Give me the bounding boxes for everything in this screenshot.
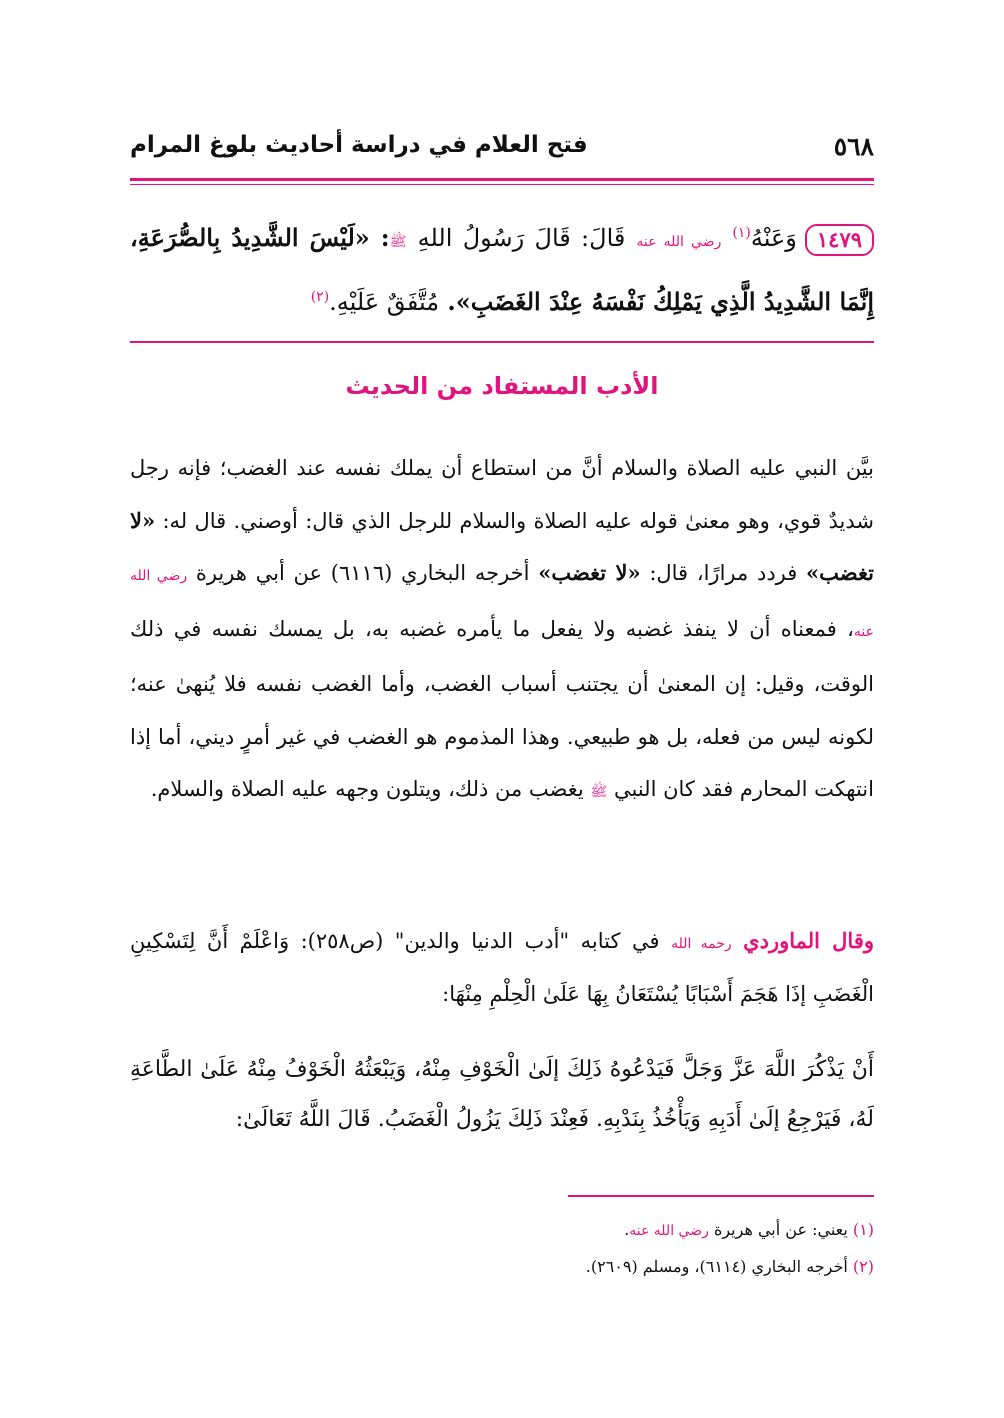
para1-text-1: بيَّن النبي عليه الصلاة والسلام أنَّ من استطاع أن يملك نفسه عند الغضب؛ فإنه رجل شديدٌ قوي، وهو معنىٰ قوله عليه الصلاة والسلام للرجل الذي قال: أوصني. قال له: (130, 456, 874, 533)
section-title: الأدب المستفاد من الحديث (345, 372, 659, 400)
footnote-ref-1[interactable]: (١) (732, 225, 751, 241)
footnote-2 (130, 1249, 874, 1285)
running-header (130, 128, 874, 168)
hadith-text (130, 206, 874, 330)
honorific-ra: رضي الله عنه (636, 234, 722, 250)
para1-text-4: ، فمعناه أن لا ينفذ غضبه ولا يفعل ما يأمره غضبه به، بل يمسك نفسه في ذلك الوقت، وقيل: إن المعنىٰ أن يجتنب أسباب الغضب، وأما الغضب نفسه فلا يُنهىٰ عنه؛ لكونه ليس من فعله، بل هو طبيعي. وهذا المذموم هو الغضب في غير أمرٍ ديني، أما إذا انتهكت المحارم فقد كان النبي (130, 616, 874, 801)
honorific-saw: ﷺ (590, 784, 608, 800)
para2-text: في كتابه "أدب الدنيا والدين" (ص٢٥٨): وَاعْلَمْ أَنَّ لِتَسْكِينِ الْغَضَبِ إذَا هَجَمَ أَسْبَابًا يُسْتَعَانُ بِهَا عَلَىٰ الْحِلْمِ مِنْهَا: (130, 929, 874, 1006)
hadith-qala: قَالَ: قَالَ رَسُولُ اللهِ (417, 224, 626, 252)
footnote-tail: . (624, 1220, 630, 1239)
paragraph-1 (130, 442, 874, 819)
honorific-rahimahullah: رحمه الله (671, 936, 732, 952)
footnote-number: (٢) (852, 1257, 874, 1276)
scholar-name: وقال الماوردي (743, 928, 874, 953)
footnote-ref-2[interactable]: (٢) (310, 289, 330, 305)
footnote-text: يعني: عن أبي هريرة (708, 1220, 853, 1239)
header-rule (130, 178, 874, 181)
footnote-1 (130, 1212, 874, 1249)
book-title: فتح العلام في دراسة أحاديث بلوغ المرام (130, 132, 588, 158)
footnote-text: أخرجه البخاري (٦١١٤)، ومسلم (٢٦٠٩). (585, 1257, 853, 1276)
quote-la-taghdab-1: «لا تغضب» (130, 507, 874, 585)
quote-la-taghdab-2: «لا تغضب» (538, 560, 641, 585)
hadith-number-badge: ١٤٧٩ (805, 224, 874, 256)
footnote-rule (568, 1195, 874, 1197)
paragraph-3: أَنْ يَذْكُرَ اللَّهَ عَزَّ وَجَلَّ فَيَدْعُوهُ ذَلِكَ إلَىٰ الْخَوْفِ مِنْهُ، وَيَبْعَثُهُ الْخَوْفُ مِنْهُ عَلَىٰ الطَّاعَةِ لَهُ، فَيَرْجِعُ إلَىٰ أَدَبِهِ وَيَأْخُذُ بِنَدْبِهِ. فَعِنْدَ ذَلِكَ يَزُولُ الْغَضَبُ. قَالَ اللَّهُ تَعَالَىٰ: (130, 1057, 874, 1132)
paragraph-2 (130, 916, 874, 1019)
honorific-ra: رضي الله عنه (130, 568, 874, 640)
hadith-source: مُتَّفَقٌ عَلَيْهِ. (329, 288, 440, 316)
footnote-number: (١) (852, 1220, 874, 1239)
hadith-intro: وَعَنْهُ (750, 224, 797, 252)
para1-text-2: فردد مرارًا، قال: (640, 561, 807, 585)
footnotes (130, 1212, 874, 1285)
para1-text-3: أخرجه البخاري (٦١١٦) عن أبي هريرة (187, 561, 539, 585)
honorific-ra: رضي الله عنه (629, 1223, 709, 1239)
honorific-saw: ﷺ (389, 234, 407, 250)
page-number: ٥٦٨ (833, 132, 874, 161)
hadith-divider (130, 341, 874, 343)
para1-text-5: يغضب من ذلك، ويتلون وجهه عليه الصلاة والسلام. (150, 777, 591, 801)
header-rule-thin (130, 184, 874, 185)
hadith-matn: : «لَيْسَ الشَّدِيدُ بِالصُّرَعَةِ، إِنَّمَا الشَّدِيدُ الَّذِي يَمْلِكُ نَفْسَهُ عِنْدَ الغَضَبِ». (130, 223, 874, 316)
